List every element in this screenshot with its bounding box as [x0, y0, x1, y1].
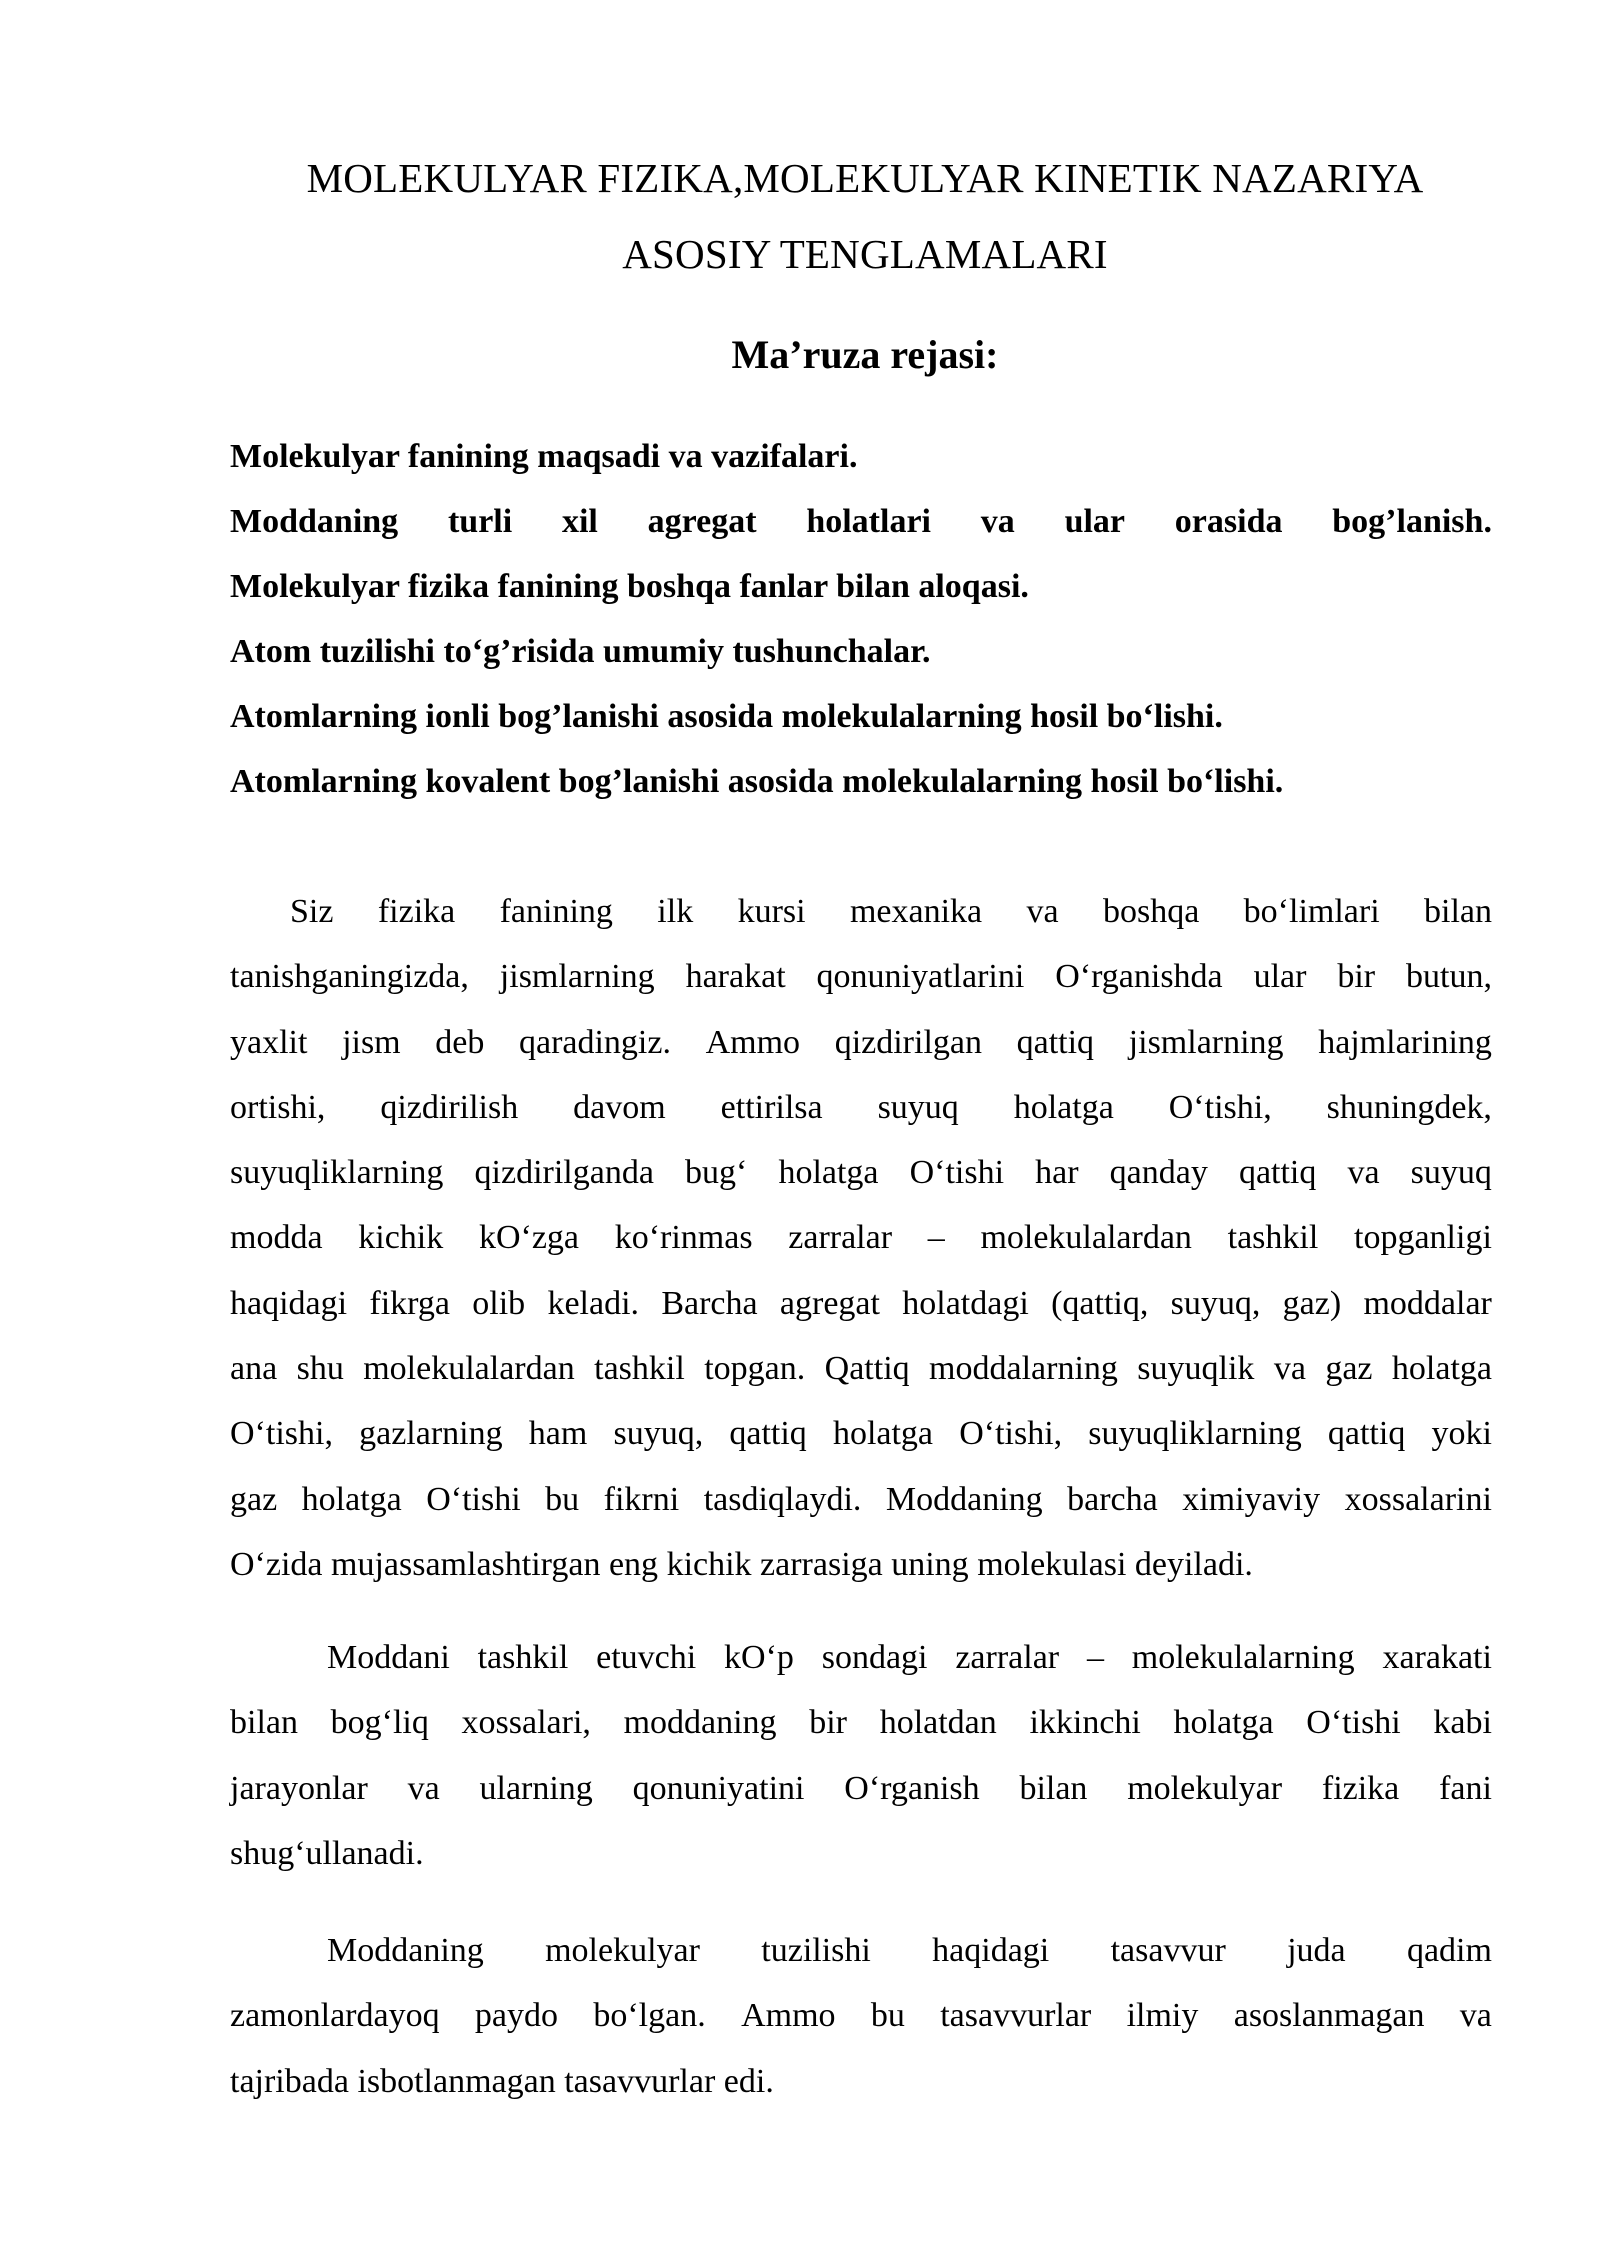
word: topgan. — [704, 1350, 806, 1388]
word: mexanika — [849, 893, 983, 930]
word: isbotlanmagan — [357, 2062, 556, 2100]
word: Moddaning — [327, 1932, 484, 1969]
word: va — [1026, 893, 1059, 930]
word: topganligi — [1354, 1219, 1492, 1257]
word: xossalarini — [1344, 1480, 1492, 1518]
word: fikrga — [369, 1284, 450, 1322]
word: (qattiq, — [1051, 1284, 1149, 1322]
word: holatga — [1391, 1350, 1492, 1388]
word: ko‘rinmas — [614, 1219, 753, 1257]
word: eng — [608, 1545, 659, 1583]
word: olib — [472, 1284, 526, 1322]
word: qattiq — [1327, 1415, 1406, 1453]
word: bilan — [1019, 1769, 1088, 1807]
word: suyuqliklarning — [1088, 1415, 1302, 1453]
word: zamonlardayoq — [230, 1997, 440, 2035]
word: holatga — [832, 1415, 934, 1453]
word: kichik — [358, 1219, 444, 1257]
word: asoslanmagan — [1233, 1997, 1425, 2035]
paragraph-line — [230, 944, 1492, 1009]
word: ular — [1064, 503, 1126, 540]
word: holatga — [1013, 1088, 1114, 1126]
word: jismlarning — [1128, 1023, 1284, 1061]
word: holatdagi — [902, 1284, 1029, 1322]
word: O‘zida — [230, 1545, 323, 1583]
word: suyuq, — [613, 1415, 704, 1453]
word: mujassamlashtirgan — [331, 1545, 601, 1583]
paragraph-3 — [230, 1918, 1492, 2114]
document-title — [200, 140, 1530, 292]
paragraph-line — [230, 1532, 1492, 1597]
word: uning — [891, 1545, 969, 1583]
word: moddalarning — [929, 1350, 1118, 1388]
word: Moddaning — [230, 503, 399, 540]
paragraph-line — [230, 1271, 1492, 1336]
word: har — [1035, 1154, 1079, 1192]
paragraph-line — [230, 1205, 1492, 1270]
word: yaxlit — [230, 1023, 308, 1061]
word: tasavvurlar — [940, 1997, 1092, 2035]
word: edi. — [723, 2062, 774, 2100]
plan-item: Atomlarning ionli bog’lanishi asosida molekulalarning hosil bo‘lishi. — [230, 698, 1223, 735]
word: yoki — [1431, 1415, 1492, 1453]
paragraph-line — [230, 1075, 1492, 1140]
word: kabi — [1433, 1704, 1492, 1742]
word: boshqa — [1102, 893, 1200, 930]
word: hajmlarining — [1318, 1023, 1492, 1061]
paragraph-line — [230, 1336, 1492, 1401]
word: ularning — [479, 1769, 593, 1807]
plan-item: Atomlarning kovalent bog’lanishi asosida molekulalarning hosil bo‘lishi. — [230, 763, 1284, 800]
word: harakat — [685, 958, 786, 996]
word: va — [980, 503, 1015, 540]
word: suyuq, — [1170, 1284, 1261, 1322]
word: – — [1086, 1639, 1104, 1676]
word: bog‘liq — [330, 1704, 429, 1742]
word: molekulyar — [1127, 1769, 1283, 1807]
word: bo‘lgan. — [593, 1997, 706, 2035]
paragraph-line — [230, 1690, 1492, 1755]
word: xil — [561, 503, 598, 540]
word: paydo — [474, 1997, 559, 2035]
word: Siz — [290, 893, 334, 930]
word: qaradingiz. — [518, 1023, 671, 1061]
paragraph-line — [230, 1467, 1492, 1532]
word: turli — [447, 503, 513, 540]
word: bo‘limlari — [1243, 893, 1380, 930]
word: tasavvurlar — [564, 2062, 716, 2100]
word: modda — [230, 1219, 323, 1257]
title-line-1: MOLEKULYAR FIZIKA,MOLEKULYAR KINETIK NAZARIYA — [306, 155, 1424, 201]
word: molekulyar — [545, 1932, 700, 1969]
word: zarrasiga — [760, 1545, 883, 1583]
word: bir — [1337, 958, 1376, 996]
word: sondagi — [821, 1639, 928, 1676]
word: fizika — [377, 893, 456, 930]
word: tuzilishi — [761, 1932, 871, 1969]
word: bu — [545, 1480, 580, 1518]
word: gaz — [1325, 1350, 1373, 1388]
word: ham — [528, 1415, 588, 1453]
word: Qattiq — [824, 1350, 910, 1388]
word: tasavvur — [1110, 1932, 1226, 1969]
word: molekulalardan — [980, 1219, 1192, 1257]
word: xossalari, — [461, 1704, 591, 1742]
paragraph-line — [230, 1821, 1492, 1886]
word: tanishganingizda, — [230, 958, 469, 996]
word: zarralar — [788, 1219, 893, 1257]
word: bog’lanish. — [1332, 503, 1492, 540]
word: O‘tishi, — [1168, 1088, 1272, 1126]
word: tasdiqlaydi. — [703, 1480, 862, 1518]
word: qonuniyatini — [632, 1769, 805, 1807]
paragraph-line — [230, 879, 1492, 944]
word: bilan — [230, 1704, 298, 1742]
word: haqidagi — [932, 1932, 1050, 1969]
paragraph-line — [230, 1983, 1492, 2048]
word: kursi — [737, 893, 806, 930]
word: jism — [342, 1023, 401, 1061]
word: xarakati — [1382, 1639, 1492, 1676]
word: bug‘ — [685, 1154, 748, 1192]
word: gaz) — [1282, 1284, 1342, 1322]
word: agregat — [647, 503, 757, 540]
word: molekulasi — [977, 1545, 1127, 1583]
paragraph-line — [230, 1756, 1492, 1821]
word: jismlarning — [499, 958, 655, 996]
word: qizdirilganda — [474, 1154, 654, 1192]
title-line-2: ASOSIY TENGLAMALARI — [622, 231, 1108, 277]
word: ana — [230, 1350, 278, 1388]
word: suyuqlik — [1137, 1350, 1255, 1388]
word: jarayonlar — [230, 1769, 368, 1807]
word: moddaning — [623, 1704, 777, 1742]
word: bu — [870, 1997, 905, 2035]
word: davom — [573, 1088, 666, 1126]
word: qizdirilish — [380, 1088, 519, 1126]
word: kO‘p — [724, 1639, 794, 1676]
word: deb — [435, 1023, 485, 1061]
word: O‘tishi, — [230, 1415, 333, 1453]
plan-item: Atom tuzilishi to‘g’risida umumiy tushunchalar. — [230, 633, 931, 670]
word: ular — [1253, 958, 1307, 996]
word: etuvchi — [596, 1639, 697, 1676]
word: moddalar — [1363, 1284, 1492, 1322]
word: molekulalarning — [1131, 1639, 1355, 1676]
word: ximiyaviy — [1182, 1480, 1321, 1518]
lecture-plan-heading: Ma’ruza rejasi: — [731, 332, 999, 377]
word: qadim — [1406, 1932, 1492, 1969]
word: holatga — [778, 1154, 879, 1192]
plan-item: Molekulyar fizika fanining boshqa fanlar bilan aloqasi. — [230, 568, 1029, 605]
paragraph-line — [230, 1401, 1492, 1466]
word: suyuqliklarning — [230, 1154, 444, 1192]
word: shug‘ullanadi. — [230, 1834, 424, 1872]
word: va — [1459, 1997, 1492, 2035]
word: ilk — [657, 893, 694, 930]
word: kichik — [666, 1545, 752, 1583]
word: gaz — [230, 1480, 278, 1518]
word: fizika — [1321, 1769, 1400, 1807]
word: gazlarning — [359, 1415, 503, 1453]
word: orasida — [1174, 503, 1283, 540]
word: O‘tishi, — [959, 1415, 1063, 1453]
word: va — [1347, 1154, 1380, 1192]
word: holatga — [301, 1480, 402, 1518]
word: O‘rganishda — [1055, 958, 1223, 996]
word: haqidagi — [230, 1284, 348, 1322]
word: kO‘zga — [478, 1219, 579, 1257]
word: qattiq — [1238, 1154, 1317, 1192]
word: O‘rganish — [844, 1769, 980, 1807]
paragraph-line — [230, 1918, 1492, 1983]
word: tashkil — [1227, 1219, 1319, 1257]
paragraph-line — [230, 1140, 1492, 1205]
word: suyuq — [1410, 1154, 1492, 1192]
paragraph-2 — [230, 1625, 1492, 1886]
word: O‘tishi — [426, 1480, 521, 1518]
word: qattiq — [729, 1415, 807, 1453]
word: deyiladi. — [1134, 1545, 1253, 1583]
plan-item — [230, 489, 1492, 554]
word: bir — [809, 1704, 848, 1742]
word: ikkinchi — [1029, 1704, 1141, 1742]
word: – — [927, 1219, 945, 1257]
word: shuningdek, — [1326, 1088, 1492, 1126]
word: Moddani — [327, 1639, 450, 1676]
word: O‘tishi — [1306, 1704, 1401, 1742]
word: keladi. — [547, 1284, 640, 1322]
word: fikrni — [603, 1480, 680, 1518]
word: molekulalardan — [363, 1350, 575, 1388]
word: qattiq — [1016, 1023, 1095, 1061]
word: barcha — [1067, 1480, 1158, 1518]
word: va — [407, 1769, 440, 1807]
word: qizdirilgan — [834, 1023, 982, 1061]
word: Ammo — [705, 1023, 801, 1061]
word: fani — [1439, 1769, 1492, 1807]
word: holatga — [1173, 1704, 1274, 1742]
word: suyuq — [877, 1088, 959, 1126]
lecture-plan-list — [230, 424, 1492, 814]
word: fanining — [499, 893, 613, 930]
word: ettirilsa — [720, 1088, 823, 1126]
word: tajribada — [230, 2062, 349, 2100]
paragraph-line — [230, 1010, 1492, 1075]
word: tashkil — [594, 1350, 685, 1388]
word: Moddaning — [885, 1480, 1043, 1518]
word: tashkil — [477, 1639, 569, 1676]
paragraph-line — [230, 1625, 1492, 1690]
plan-item: Molekulyar fanining maqsadi va vazifalari. — [230, 438, 858, 475]
word: qanday — [1109, 1154, 1208, 1192]
word: juda — [1287, 1932, 1346, 1969]
word: shu — [296, 1350, 344, 1388]
word: holatlari — [806, 503, 931, 540]
paragraph-line — [230, 2049, 1492, 2114]
word: ortishi, — [230, 1088, 326, 1126]
word: ilmiy — [1126, 1997, 1199, 2035]
word: butun, — [1406, 958, 1492, 996]
word: qonuniyatlarini — [816, 958, 1025, 996]
word: agregat — [779, 1284, 880, 1322]
word: Ammo — [741, 1997, 836, 2035]
word: Barcha — [661, 1284, 758, 1322]
word: zarralar — [955, 1639, 1060, 1676]
word: va — [1273, 1350, 1306, 1388]
word: bilan — [1424, 893, 1492, 930]
paragraph-1 — [230, 879, 1492, 1597]
word: O‘tishi — [909, 1154, 1005, 1192]
word: holatdan — [879, 1704, 997, 1742]
